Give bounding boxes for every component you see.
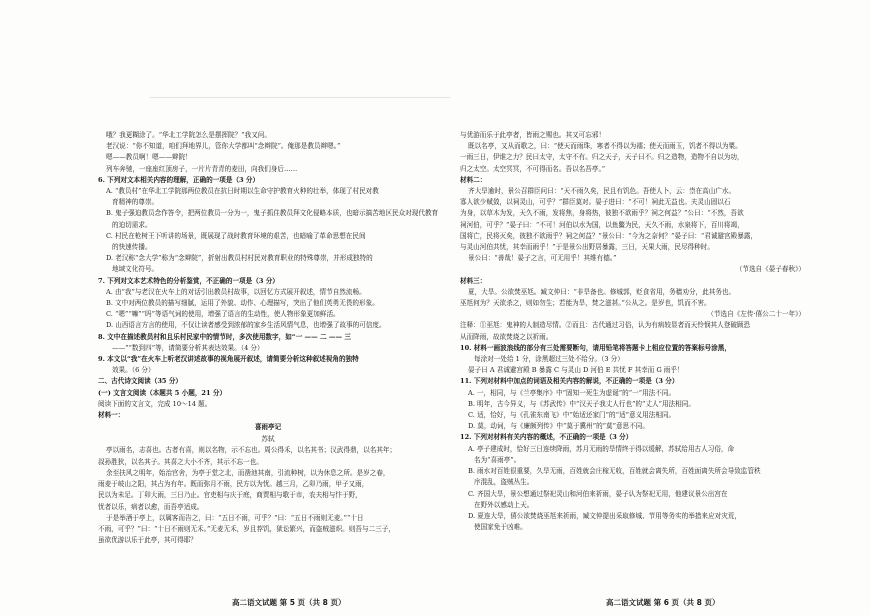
passage-line: 夏，大旱。公欲焚巫尪。臧文仲曰：“非旱备也。修城郭，贬食省用，务穑劝分，此其务也。 — [468, 287, 736, 296]
passage-line: 归之太空。太空冥冥，不可得而名。吾以名吾亭。” — [460, 164, 606, 173]
passage-line: 虽欲优游以乐于此亭，其可得耶？ — [98, 536, 197, 545]
option-line: C. 齐国大旱，景公想通过祭祀灵山和河伯来祈雨，晏子认为祭祀无用，他建议景公出宫在 — [468, 489, 728, 498]
punctuation-item: 晏子曰 A 君诚避宫殿 B 暴露 C 与灵山 D 河伯 E 共忧 F 其幸而 G 雨乎！ — [468, 366, 684, 375]
annotation-line: 从而降雨，故欲焚烧之以祈雨。 — [460, 332, 553, 341]
left-column — [98, 130, 438, 546]
option-line: 的快速传播。 — [112, 243, 152, 252]
question-11: 11. 下列对材料中加点的词语及相关内容的解说，不正确的一项是（3 分） — [460, 377, 679, 386]
scan-line — [150, 97, 450, 98]
option-line: 名为“喜雨亭”。 — [474, 455, 521, 464]
option-line: C. “嗯”“嘛”“吗”等语气词的使用，增强了语言的生动性，使人物形象更加鲜活。 — [106, 310, 340, 319]
option-line: A. “教员村”在华北工学院那两位教员在抗日时期以生命守护教育火种的壮举，体现了村民对教 — [106, 187, 379, 196]
passage-line: 民以为未足。丁卯大雨，三日乃止。官吏相与庆于庭，商贾相与歌于市，农夫相与忭于野， — [98, 491, 362, 500]
option-line: C. 村民在枪树王下听讲的场景，既展现了战时教育环境的艰苦，也暗喻了革命思想在民间 — [106, 231, 366, 240]
passage-title: 喜雨亭记 — [254, 423, 282, 432]
passage-line: 一雨三日，伊谁之力？民曰太守，太守不有。归之天子，天子曰不。归之造物，造物不自以为功， — [460, 153, 744, 162]
passage-line: 巫尪何为？天欲杀之，则如勿生；若能为旱，焚之滋甚。”公从之。是岁也，饥而不害。 — [460, 299, 711, 308]
text-line: 嗯——教员啊！嗯——辫院！ — [106, 153, 192, 162]
option-line: B. 文中对两位教员的描写细腻，运用了外貌、动作、心理描写，突出了他们英勇无畏的形象。 — [106, 299, 379, 308]
passage-line: 祠河伯，可乎？”晏子曰：“不可！河伯以水为国，以鱼鳖为民，天久不雨，水泉将下，百川将竭， — [460, 220, 744, 229]
material-label: 材料三： — [460, 276, 487, 285]
material-label: 材料一： — [98, 411, 125, 420]
question-8: 8. 文中在描述教员村和且乐村民家中的情节时，多次使用数字，如“一 —— 二 —— 三 — [98, 332, 351, 341]
passage-line: 与优游而乐于此亭者，皆雨之赐也。其又可忘邪！ — [460, 131, 606, 139]
passage-line: 余至扶风之明年，始治官舍，为亭于堂之北，而凿池其南，引流种树，以为休息之所。是岁之春， — [106, 468, 390, 477]
question-9: 9. 本文以“我”在火车上听老汉讲述故事的视角展开叙述，请简要分析这种叙述视角的独特 — [98, 355, 359, 364]
option-line: 育精神的尊崇。 — [112, 198, 159, 207]
passage-line: 齐大旱逾时，景公召群臣问曰：“天不雨久矣，民且有饥色。吾使人卜，云：祟在高山广水。 — [468, 187, 736, 196]
text-line: 哦？我更糊涂了。“华北工学院怎么是摆挥院？”我又问。 — [106, 131, 271, 139]
option-line: D. 夏连大旱，僖公欲焚烧巫尪来祈雨，臧文仲提出采取修城、节用等务实的举措来应对灾荒， — [468, 511, 741, 520]
source-note: （节选自《晏子春秋》） — [735, 265, 805, 274]
option-line: 的迫切需求。 — [112, 220, 152, 229]
option-line: 序混乱，盗贼丛生。 — [474, 478, 534, 487]
passage-line: 既以名亭，又从而歌之，曰：“使天而雨珠，寒者不得以为襦；使天而雨玉，饥者不得以为粟。 — [468, 142, 742, 151]
passage-line: 亭以雨名，志喜也。古者有喜，则以名物，示不忘也。周公得禾，以名其书；汉武得鼎，以名其年； — [106, 446, 397, 455]
material-label: 材料二： — [460, 175, 487, 184]
passage-line: 于是举酒于亭上，以属客而告之，曰：“五日不雨，可乎？”曰：“五日不雨则无麦。”“十日 — [106, 513, 364, 522]
section-heading: 二、古代诗文阅读（35 分） — [98, 377, 183, 386]
question-10: 10. 材料一画波浪线的部分有三处需要断句，请用铅笔将答题卡上相应位置的答案标号涂黑， — [460, 343, 731, 352]
source-note: （节选自《左传·僖公二十一年》） — [707, 310, 805, 319]
option-line: 在野外以感动上天。 — [474, 500, 534, 509]
text-line: 列车奔驰，一座座红顶房子，一片片青青的麦田，向我们身后…… — [106, 164, 298, 173]
option-line: D. 莫，动词，与《廉颇列传》中“莫于冀州”的“莫”意思不同。 — [468, 422, 649, 431]
page-footer-left: 高二语文试题 第 5 页（共 8 页） — [232, 598, 346, 607]
instruction-line: 阅读下面的文言文，完成 10～14 题。 — [98, 399, 212, 408]
text-line: 效果。（6 分） — [112, 366, 155, 375]
question-7: 7. 下列对文本艺术特色的分析鉴赏，不正确的一项是（3 分） — [98, 276, 279, 285]
option-line: A. 由“我”与老汉在火车上的对话引出教员村故事，以回忆方式展开叙述，情节自然流畅。 — [106, 287, 366, 296]
option-line: B. 鬼子强迫教员念作答令，把两位教员一分为一，鬼子抓住教员拜文化侵略本质，也暗示搞苦地区民众对现代教育 — [106, 209, 438, 218]
passage-line: 为身，以草木为发，天久不雨，发将焦，身将热，彼独不欲雨乎？祠之何益？”公曰：“不然，吾欲 — [460, 209, 744, 218]
subsection-heading: (一) 文言文阅读（本题共 5 小题，21 分） — [98, 388, 227, 397]
option-line: D. 老汉称“念大学”称为“念辫院”，折射出教员村村民对教育职业的特殊尊崇，并形成独特的 — [106, 254, 373, 263]
passage-line: 景公曰：“善哉！晏子之言，可无用乎！其维有德。” — [468, 254, 617, 263]
question-12: 12. 下列对材料有关内容的概述，不正确的一项是（3 分） — [460, 433, 633, 442]
option-line: C. 适，恰好，与《孔雀东南飞》中“始适还家门”的“适”意义用法相同。 — [468, 411, 676, 420]
option-line: B. 明年，古今异义，与《苏武传》中“汉天子我丈人行也”的“丈人”用法相同。 — [468, 399, 695, 408]
text-line: ——”“数到四”等，请简要分析其表达效果。（4 分） — [112, 343, 264, 352]
passage-line: 雨麦于岐山之阳，其占为有年。既而弥月不雨，民方以为忧。越三月，乙卯乃雨，甲子又雨， — [98, 480, 369, 489]
option-line: D. 山西语言方言的使用，不仅让读者感受到浓郁的家乡生活风情气息，也增强了故事的可信度。 — [106, 321, 386, 330]
option-line: B. 雨水对百姓很重要，久旱无雨，百姓就会庄稼无收，百姓就会离失所，百姓面离失所会导致监管秩 — [468, 467, 761, 476]
passage-line: 国将亡，民将灭矣，彼独不欲雨乎？祠之何益？”景公曰：“今为之奈何？”晏子曰：“君诚避宫殿暴露， — [460, 231, 758, 240]
option-line: 地域文化符号。 — [112, 265, 159, 274]
passage-line: 忧者以乐，病者以愈，而吾亭适成。 — [98, 502, 204, 511]
passage-line: 寡人欲少赋敛，以祠灵山，可乎？”群臣莫对。晏子进曰：“不可！祠此无益也。夫灵山固以石 — [460, 198, 731, 207]
option-line: A. 亭子建成时，恰好三日连续降雨，苏月无雨的旱情终于得以缓解，苏轼给用古人习俗，命 — [468, 444, 735, 453]
question-6: 6. 下列对文本相关内容的理解，正确的一项是（3 分） — [98, 175, 260, 184]
option-line: A. 一，相同，与《兰亭集序》中“固知一死生为虚诞”的“一”用法不同。 — [468, 388, 676, 397]
option-line: 使国家免于凶难。 — [474, 523, 527, 532]
text-line: 每涂对一处给 1 分，涂黑超过三处不给分。（3 分） — [474, 355, 624, 364]
passage-line: 与灵山河伯共忧，其幸而雨乎！”于是景公出野居暴露，三日，天果大雨，民尽得种时。 — [460, 243, 714, 252]
passage-line: 叔孙胜狄，以名其子。其喜之大小不齐，其示不忘一也。 — [98, 457, 263, 466]
right-column — [460, 130, 805, 533]
annotation-line: 注释：①巫尪：鬼神的人制造尽情。②而且：古代通过习俗，认为有病较显者而天怜悯其人登破顾恐 — [460, 321, 751, 330]
page-footer-right: 高二语文试题 第 6 页（共 8 页） — [606, 598, 720, 607]
passage-author: 苏轼 — [261, 435, 275, 444]
text-line: 老汉说：“你不知道，咱们拜地界儿，管你大学都叫“念辫院”。俺那是教员辫嗯。” — [106, 142, 341, 151]
passage-line: 不雨，可乎？”曰：“十日不雨则无禾。”无麦无禾，岁且荐饥，狱讼繁兴，而盗贼滋炽。则吾与二三子， — [98, 524, 395, 533]
